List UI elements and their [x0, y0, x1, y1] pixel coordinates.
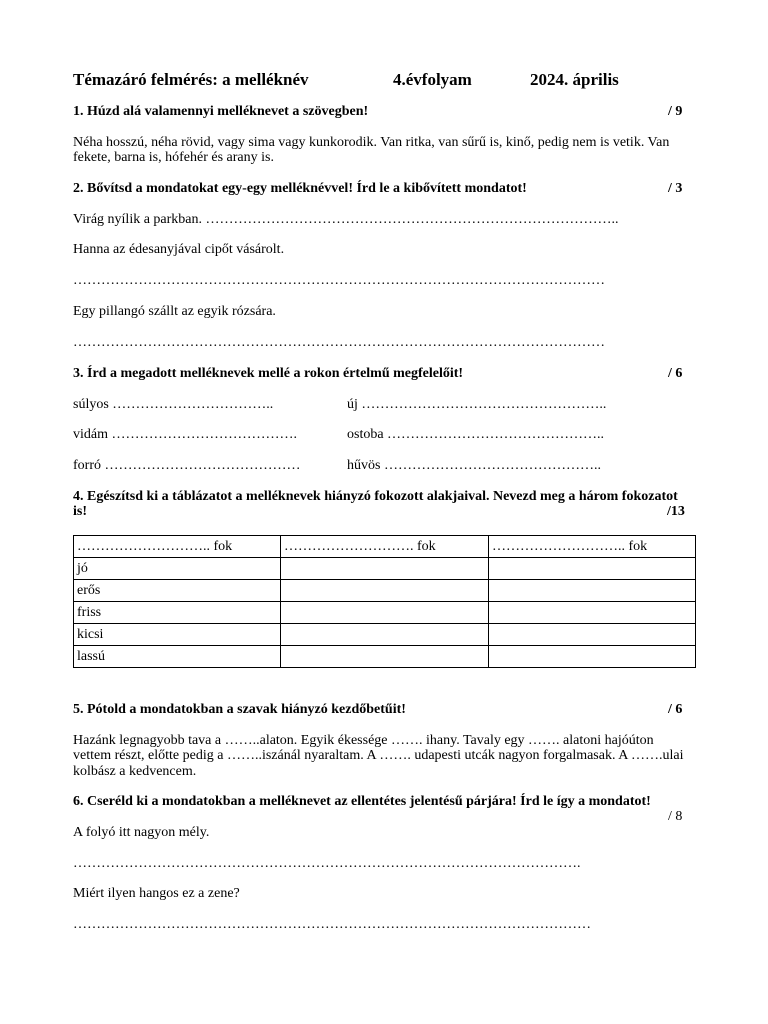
task4-heading-line2: is! [73, 504, 87, 519]
task1-score: / 9 [668, 104, 683, 119]
table-header-cell[interactable]: ………………………. fok [281, 536, 489, 558]
table-header-cell[interactable]: ……………………….. fok [489, 536, 696, 558]
task2-sentence3: Egy pillangó szállt az egyik rózsára. [73, 304, 276, 319]
task4-score: /13 [667, 504, 685, 519]
table-row-adjective: friss [74, 602, 281, 624]
task3-score: / 6 [668, 366, 683, 381]
task6-sentence1: A folyó itt nagyon mély. [73, 825, 210, 840]
date-label: 2024. április [530, 70, 619, 89]
table-answer-cell[interactable] [489, 558, 696, 580]
table-answer-cell[interactable] [281, 624, 489, 646]
table-header-cell[interactable]: ……………………….. fok [74, 536, 281, 558]
task2-sentence2: Hanna az édesanyjával cipőt vásárolt. [73, 242, 285, 257]
table-header-row [74, 536, 696, 558]
table-row-adjective: erős [74, 580, 281, 602]
table-row [74, 558, 696, 580]
task5-text-line3: kolbász a kedvencem. [73, 764, 197, 779]
table-row [74, 646, 696, 668]
task1-text-line1: Néha hosszú, néha rövid, vagy sima vagy kunkorodik. Van ritka, van sűrű is, kinő, pedig nem is vetik. Van [73, 135, 670, 150]
task2-answer-line3: …………………………………………………………………………………………………… [73, 335, 605, 350]
task3-heading: 3. Írd a megadott melléknevek mellé a rokon értelmű megfelelőit! [73, 366, 464, 381]
task1-text-line2: fekete, barna is, hófehér és arany is. [73, 150, 274, 165]
table-row-adjective: kicsi [74, 624, 281, 646]
task3-right-item-3: hűvös ……………………………………….. [347, 458, 601, 473]
task5-score: / 6 [668, 702, 683, 717]
task3-left-item-2: vidám …………………………………. [73, 427, 297, 442]
task3-right-item-1: új …………………………………………….. [347, 397, 607, 412]
task3-left-item-1: súlyos …………………………….. [73, 397, 274, 412]
table-answer-cell[interactable] [281, 558, 489, 580]
table-answer-cell[interactable] [489, 646, 696, 668]
task3-right-item-2: ostoba ……………………………………….. [347, 427, 605, 442]
table-answer-cell[interactable] [281, 580, 489, 602]
table-answer-cell[interactable] [281, 646, 489, 668]
task6-score: / 8 [668, 809, 683, 824]
table-row [74, 602, 696, 624]
table-answer-cell[interactable] [489, 580, 696, 602]
table-row-adjective: jó [74, 558, 281, 580]
table-answer-cell[interactable] [489, 602, 696, 624]
task2-score: / 3 [668, 181, 683, 196]
worksheet-title: Témazáró felmérés: a melléknév [73, 70, 309, 89]
task6-answer-line1: ………………………………………………………………………………………………. [73, 856, 581, 871]
task5-heading: 5. Pótold a mondatokban a szavak hiányzó kezdőbetűit! [73, 702, 406, 717]
task2-sentence1: Virág nyílik a parkban. …………………………………………………………………………….. [73, 212, 619, 227]
task2-heading: 2. Bővítsd a mondatokat egy-egy melléknévvel! Írd le a kibővített mondatot! [73, 181, 527, 196]
table-answer-cell[interactable] [489, 624, 696, 646]
task3-left-item-3: forró …………………………………… [73, 458, 301, 473]
task5-text-line2: vettem részt, előtte pedig a ……..iszánál nyaraltam. A ……. udapesti utcák nagyon forgalmasak. A …….ulai [73, 748, 684, 763]
task2-answer-line2: …………………………………………………………………………………………………… [73, 273, 605, 288]
task6-sentence2: Miért ilyen hangos ez a zene? [73, 886, 240, 901]
grade-label: 4.évfolyam [393, 70, 472, 89]
task5-text-line1: Hazánk legnagyobb tava a ……..alaton. Egyik ékessége ……. ihany. Tavaly egy ……. alatoni hajóúton [73, 733, 654, 748]
table-row-adjective: lassú [74, 646, 281, 668]
task6-answer-line2: ………………………………………………………………………………………………… [73, 917, 591, 932]
comparison-table [73, 535, 696, 668]
table-row [74, 580, 696, 602]
task1-heading: 1. Húzd alá valamennyi melléknevet a szövegben! [73, 104, 369, 119]
task4-heading-line1: 4. Egészítsd ki a táblázatot a melléknevek hiányzó fokozott alakjaival. Nevezd meg a három fokozatot [73, 489, 678, 504]
table-answer-cell[interactable] [281, 602, 489, 624]
table-row [74, 624, 696, 646]
task6-heading: 6. Cseréld ki a mondatokban a melléknevet az ellentétes jelentésű párjára! Írd le így a mondatot! [73, 794, 651, 809]
